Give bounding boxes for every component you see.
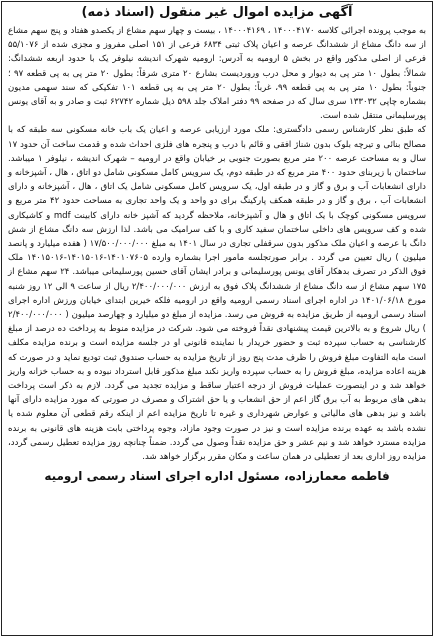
notice-signature: فاطمه معمارزاده، مسئول اداره اجرای اسناد رسمی ارومیه xyxy=(44,469,390,484)
notice-title: آگهی مزایده اموال غیر منقول (اسناد ذمه) xyxy=(81,5,353,20)
notice-paragraph-valuation: که طبق نظر کارشناس رسمی دادگستری: ملک مورد ارزیابی عرصه و اعیان یک باب خانه مسکونی سه طبقه که با مصالح بنائی و تیرچه بلوک بدون شناژ افقی و قائم با درب و پنجره های فلزی احداث شده و قدمت ساخت آن حدود ۱۷ سال و به مساحت عرصه ۲۰۰ متر مربع بصورت جنوبی بر خیابان واقع در ارومیه – شهرک اندیشه ، نیلوفر ۱ میباشد. ساختمان با زیربنای حدود ۴۰۰ متر مربع که در طبقه دوم، یک سرویس کامل مسکونی شامل دو اتاق ، هال ، آشپزخانه و دارای انشعابات آب و برق و گاز و در طبقه اول، یک سرویس کامل مسکونی شامل یک اتاق ، هال ، آشپزخانه و دارای انشعابات آب ، برق و گاز و در طبقه همکف پارکینگ برای دو واحد و یک واحد تجاری به مساحت حدود ۴۲ متر مربع و سرویس مسکونی کوچک با یک اتاق و هال و آشپزخانه، ملاحظه گردید که آشپز خانه دارای کابینت mdf و کاشیکاری شده و کف سرویس های داخلی ساختمان سفید کاری و با کف سرامیک می باشد. لذا ارزش سه دانگ مشاع از شش دانگ با عرصه و اعیان ملک مذکور بدون سرقفلی تجاری در سال ۱۴۰۱ به مبلغ ۱۷/۵۰۰/۰۰۰/۰۰۰ ( هفده میلیارد و پانصد میلیون ) ریال تعیین می گردد . برابر صورتجلسه مامور اجرا بشماره وارده ۱۴۰۱۰۷۶۰۵-۱۴۰۱۵۰۱۶-۱۴۰۱۵۰۱۶ ملک فوق الذکر در تصرف بدهکار آقای یونس پورسلیمانی و برادر ایشان آقای حسین پورسلیمانی میباشد. ۲۴ سهم مشاع از ۱۷۵ سهم مشاع از سه دانگ مشاع از ششدانگ پلاک فوق به ارزش ۲/۴۰۰/۰۰۰/۰۰۰ ریال از ساعت ۹ الی ۱۲ روز شنبه مورخ ۱۴۰۱/۰۶/۱۸ در اداره اجرای اسناد رسمی ارومیه واقع در ارومیه فلکه خیرین ابتدای خیابان ورزش اداره اجرای اسناد رسمی ارومیه از طریق مزایده به فروش می رسد. مزایده از مبلغ دو میلیارد و چهارصد میلیون ( ۲/۴۰۰/۰۰۰/۰۰۰ ) ریال شروع و به بالاترین قیمت پیشنهادی نقداً فروخته می شود. شرکت در مزایده منوط به پرداخت ده درصد از مبلغ کارشناسی به حساب سپرده ثبت و حضور خریدار با نماینده قانونی او در جلسه مزایده است و برنده مزایده مکلف است مابه التفاوت مبلغ فروش را ظرف مدت پنج روز از تاریخ مزایده به حساب صندوق ثبت تودیع نماید و در صورت که هزینه اعاده مزایده، مبلغ فروش را به حساب سپرده واریز نکند مبلغ مذکور قابل استرداد نبوده و به حساب خزانه واریز خواهد شد و در اینصورت عملیات فروش از درجه اعتبار ساقط و مزایده تجدید می گردد. لازم به ذکر است پرداخت بدهی های مربوط به آب برق گاز اعم از حق انشعاب و یا حق اشتراک و مصرف در صورتی که مورد مزایده دارای آنها باشد و نیز بدهی های مالیاتی و عوارض شهرداری و غیره تا تاریخ مزایده اعم از اینکه رقم قطعی آن معلوم شده یا نشده باشد به عهده برنده مزایده است و نیز در صورت وجود مازاد، وجوه پرداختی بابت هزینه های قانونی به برنده مزایده مسترد خواهد شد و نیم عشر و حق مزایده نقداً وصول می گردد. ضمناً چنانچه روز مزایده تعطیل رسمی گردد، مزایده روز اداری بعد از تعطیلی در همان ساعت و مکان مقرر برگزار خواهد شد. xyxy=(8,125,427,463)
notice-paragraph-property: به موجب پرونده اجرائی کلاسه ۱۴۰۰۰۴۱۷۰ ، ۱۴۰۰۰۴۱۶۹ ، بیست و چهار سهم مشاع از یکصدو هفتاد و پنج سهم مشاع از سه دانگ مشاع از ششدانگ عرصه و اعیان پلاک ثبتی ۶۸۳۴ فرعی از ۱۵۱ اصلی مفروز و مجزی شده از ۵۵/۱۰۷۶ فرعی از اصلی مذکور واقع در بخش ۵ ارومیه به آدرس: ارومیه شهرک اندیشه نیلوفر یک با حدود اربعه ششدانگ: شمالاً: بطول ۱۰ متر پی به دیوار و محل درب وروردیست بشارع ۲۰ متری شرقاً: بطول ۲۰ متر پی به پی قطعه ۹۷ ؛ جنوباً: بطول ۱۰ متر پی به پی قطعه ۹۹، غرباً: بطول ۲۰ متر پی به پی قطعه ۱۰۱ تفکیکی که سند سهمی مدیون بشماره چاپی ۱۳۳۰۳۲ سری سال که در صفحه ۹۹ دفتر املاک جلد ۵۹۸ ذیل شماره ۶۲۷۴۲ ثبت و صادر و به آقای یونس پورسلیمانی منتقل شده است. xyxy=(8,26,426,122)
notice-body xyxy=(2,24,432,464)
notice-frame xyxy=(1,1,433,636)
